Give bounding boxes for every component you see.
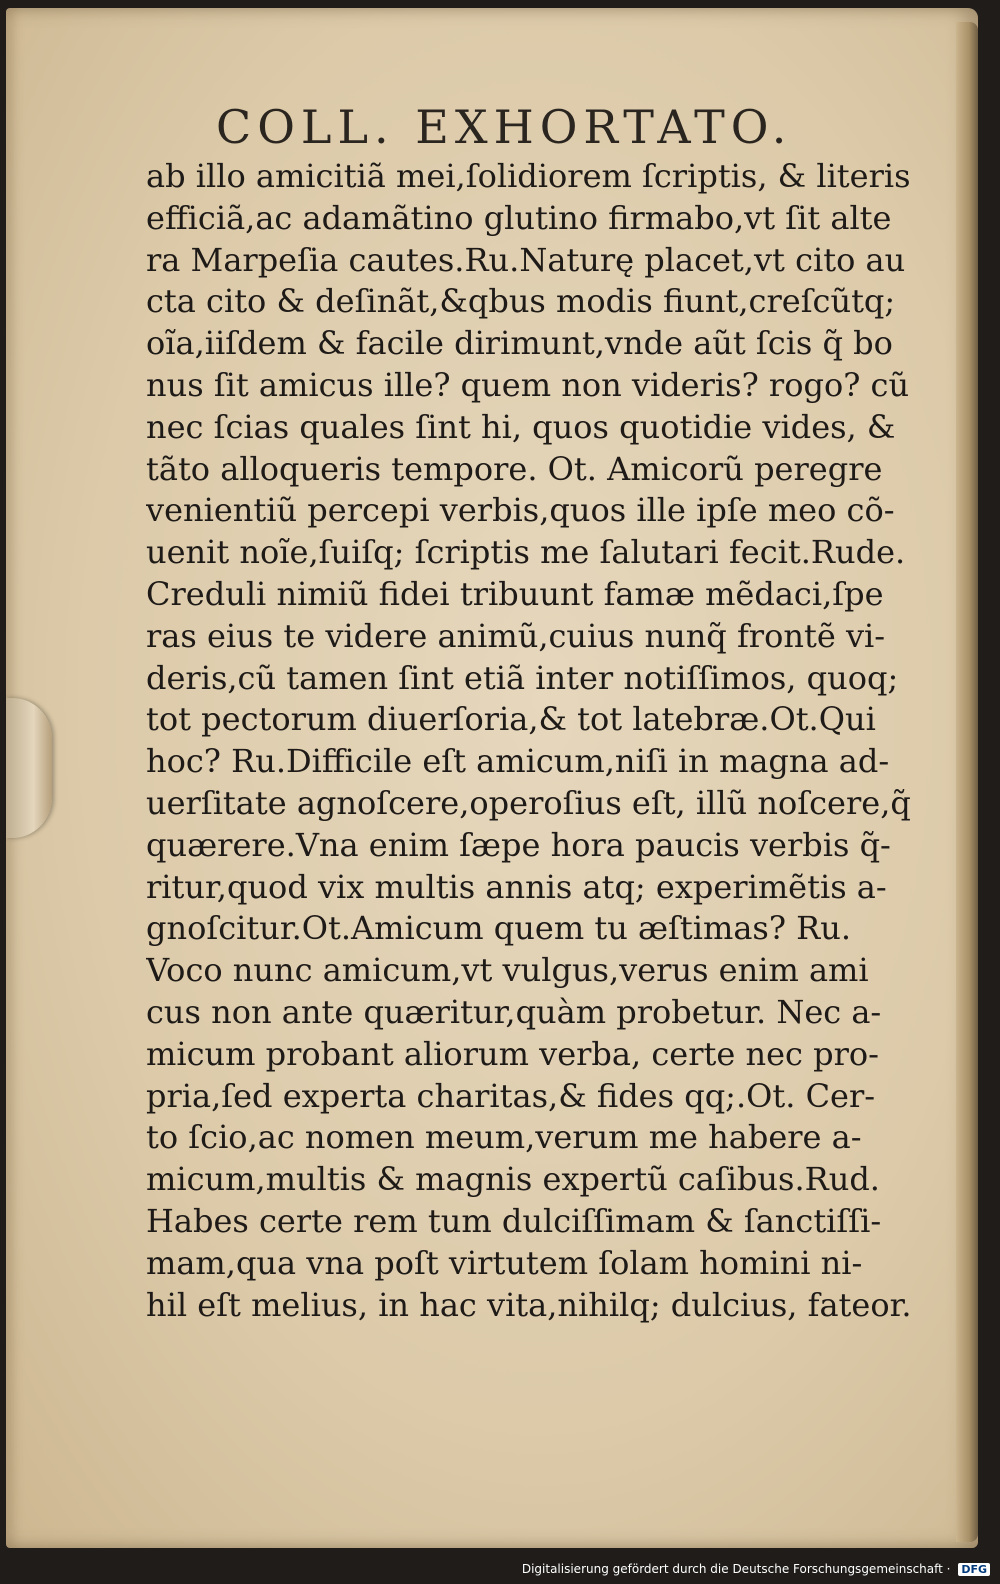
text-line: nec ſcias quales ſint hi, quos quotidie vides, & [146,407,896,446]
text-line: Voco nunc amicum,vt vulgus,verus enim ami [146,951,869,990]
footer-text: Digitalisierung gefördert durch die Deutsche Forschungsgemeinschaft · [521,1562,951,1576]
text-line: ab illo amicitiã mei,ſolidiorem ſcriptis, & literis [146,157,911,195]
text-line: pria,ſed experta charitas,& fides qq;.Ot. Cer- [146,1076,876,1115]
text-line: hoc? Ru.Difficile eſt amicum,niſi in magna ad- [146,742,890,781]
text-line: nus ſit amicus ille? quem non videris? rogo? cũ [146,365,910,404]
text-line: mam,qua vna poſt virtutem ſolam homini ni- [146,1243,863,1282]
text-line: to ſcio,ac nomen meum,verum me habere a- [146,1118,862,1157]
text-line: Creduli nimiũ fidei tribuunt famæ mẽdaci,ſpe [146,574,884,613]
text-line: cus non ante quæritur,quàm probetur. Nec a- [146,992,882,1031]
text-line: Habes certe rem tum dulciſſimam & ſanctiſſi- [146,1201,882,1240]
text-line: uenit noĩe,ſuiſq; ſcriptis me ſalutari fecit.Rude. [146,533,906,572]
text-line: cta cito & deſinãt,&qbus modis fiunt,creſcũtq; [146,282,896,321]
text-line: tot pectorum diuerſoria,& tot latebræ.Ot.Qui [146,700,876,739]
page-edge [956,22,978,1542]
text-body [146,156,946,1326]
text-line: hil eſt melius, in hac vita,nihilq; dulcius, fateor. [146,1285,912,1324]
text-line: quærere.Vna enim ſæpe hora paucis verbis q̃- [146,825,891,864]
text-line: oĩa,iiſdem & facile dirimunt,vnde aũt ſcis q̃ bo [146,324,893,363]
text-line: tãto alloqueris tempore. Ot. Amicorũ peregre [146,449,883,488]
text-line: uerſitate agnoſcere,operoſius eſt, illũ noſcere,q̃ [146,783,911,822]
text-line: efficiã,ac adamãtino glutino firmabo,vt ſit alte [146,198,892,237]
text-line: ra Marpeſia cautes.Ru.Naturę placet,vt cito au [146,240,906,279]
text-line: gnoſcitur.Ot.Amicum quem tu æſtimas? Ru. [146,909,852,948]
footer-credit [522,1562,990,1576]
text-line: micum probant aliorum verba, certe nec pro- [146,1034,879,1073]
text-line: micum,multis & magnis expertũ caſibus.Rud. [146,1160,880,1199]
text-line: ras eius te videre animũ,cuius nunq̃ frontẽ vi- [146,616,886,655]
text-line: ritur,quod vix multis annis atq; experimẽtis a- [146,867,887,906]
text-line: deris,cũ tamen ſint etiã inter notiſſimos, quoq; [146,658,899,697]
book-page [6,8,978,1548]
text-line: venientiũ percepi verbis,quos ille ipſe meo cõ- [146,491,895,530]
running-header: COLL. EXHORTATO. [216,100,793,154]
dfg-logo: DFG [958,1563,990,1576]
page-clip [6,698,52,838]
